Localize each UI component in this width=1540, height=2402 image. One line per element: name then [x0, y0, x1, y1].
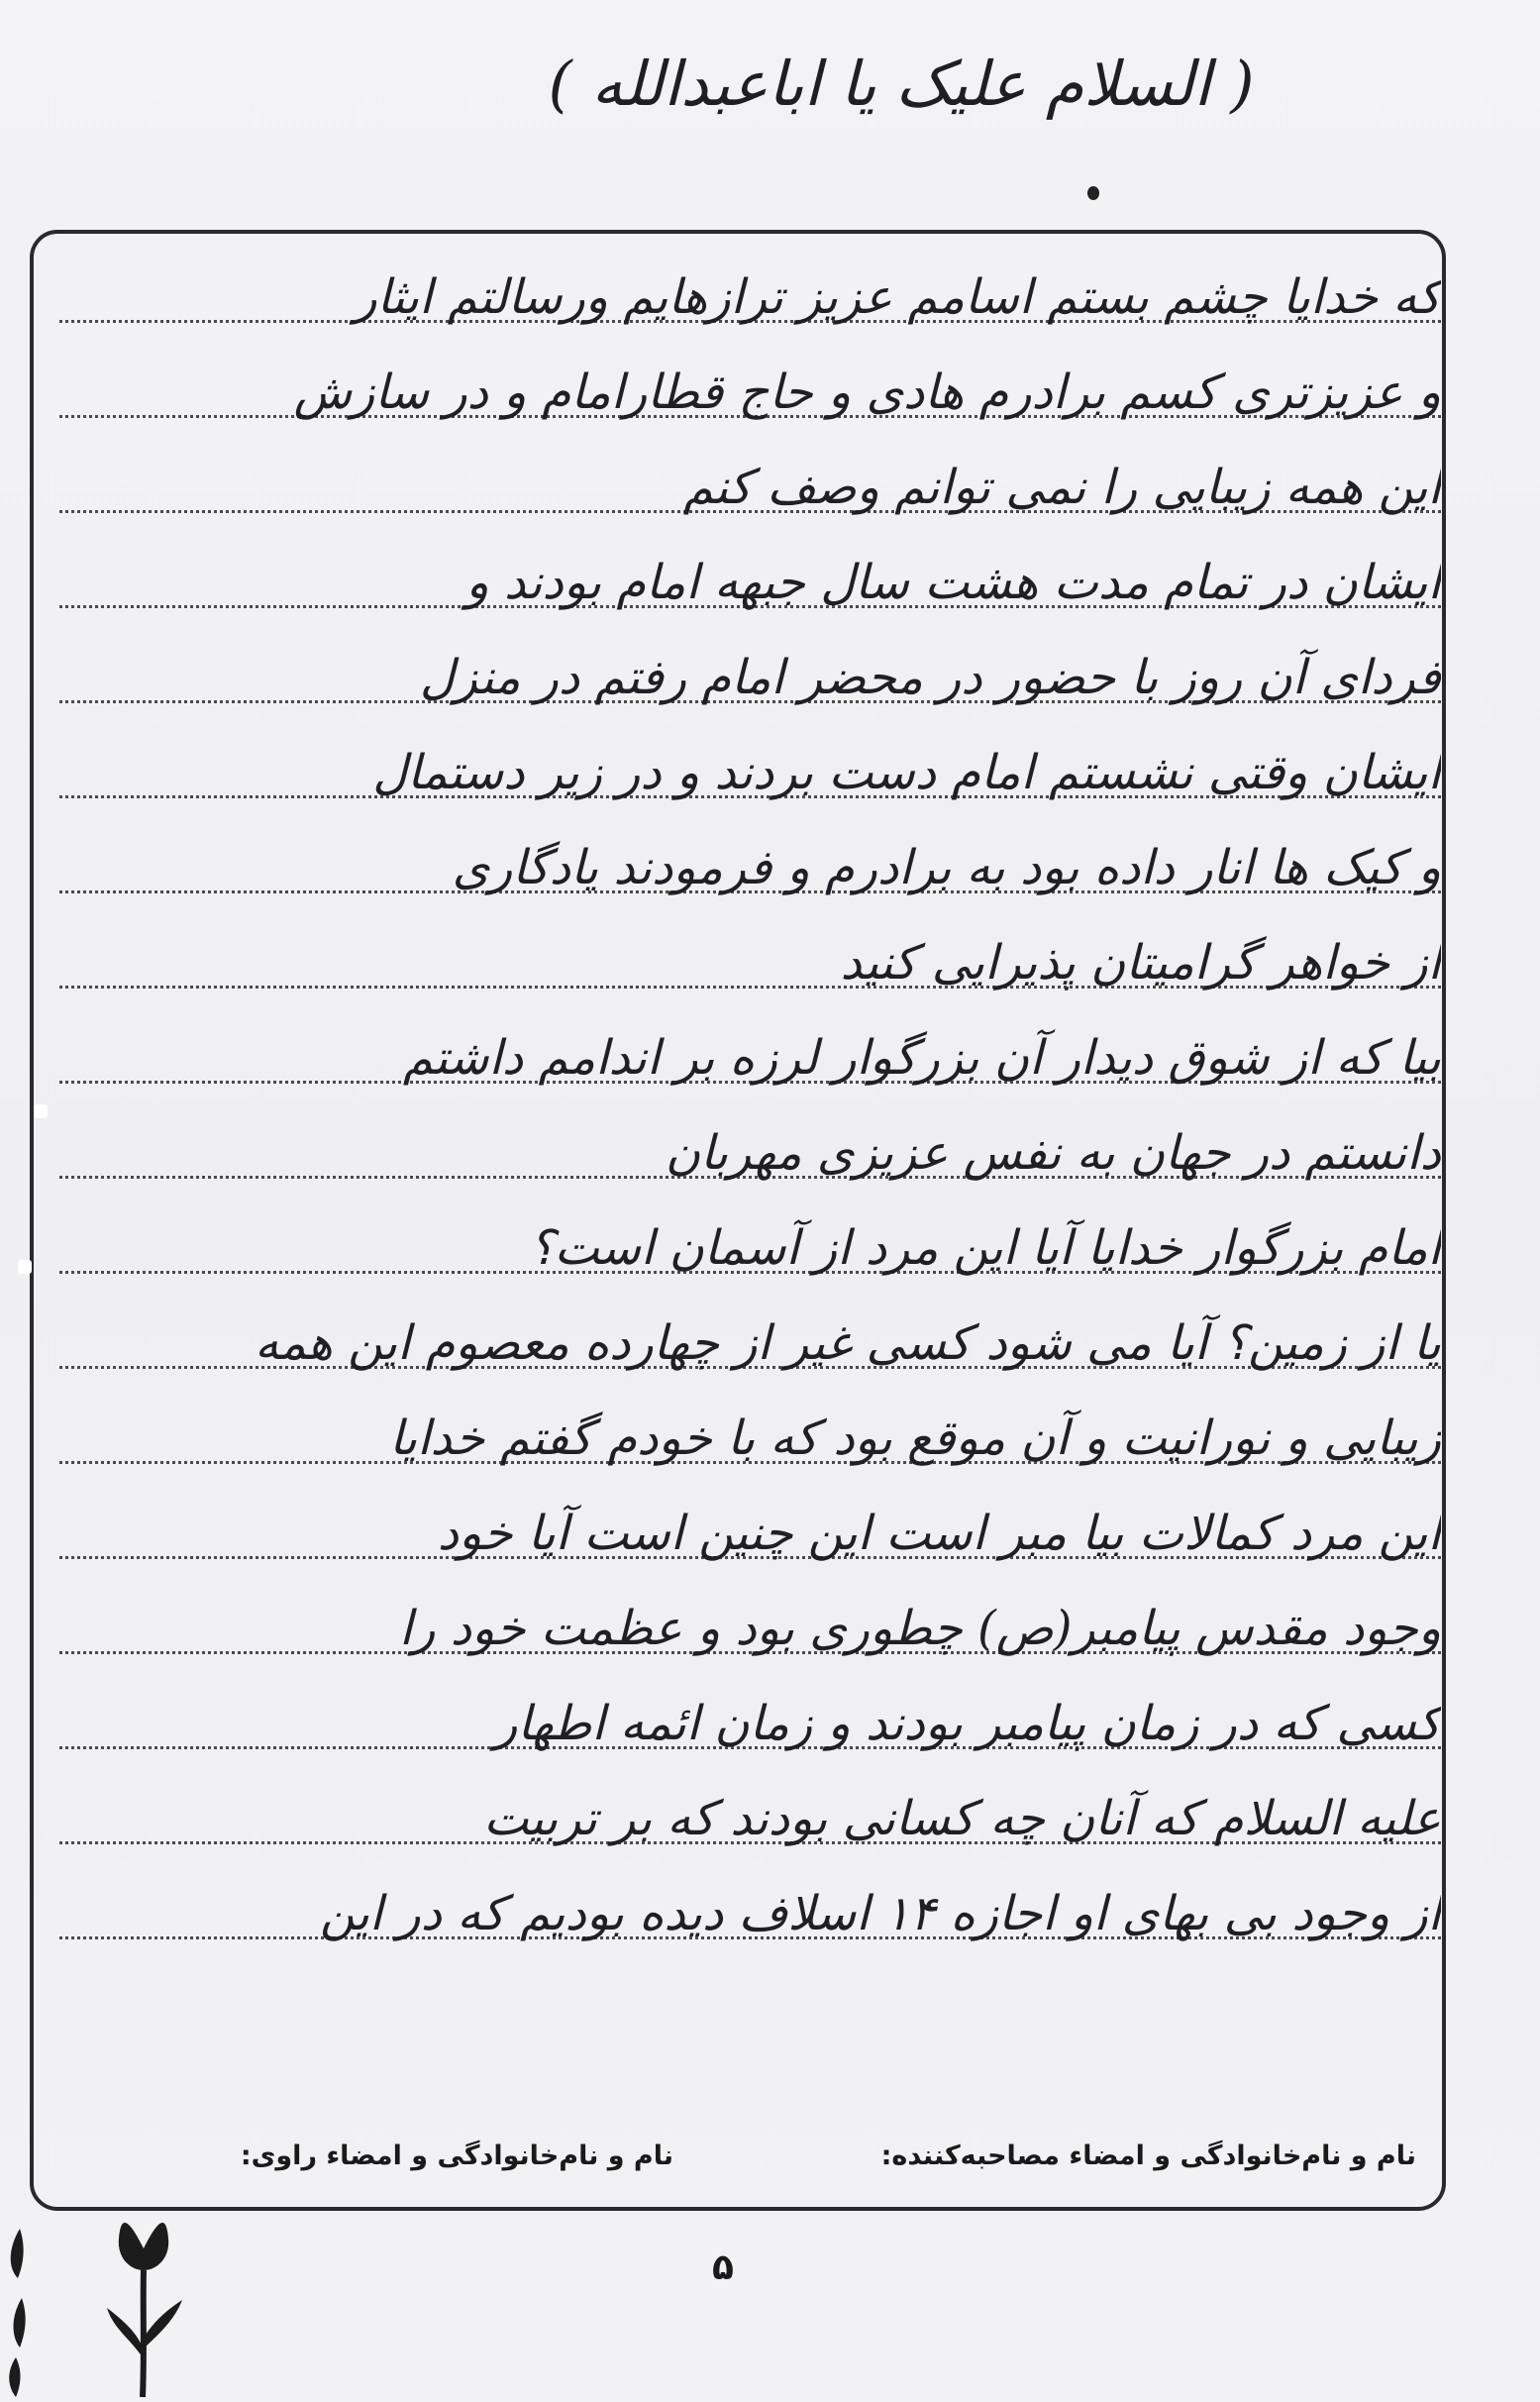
ink-dot	[1087, 186, 1099, 200]
paper-speck	[34, 1104, 48, 1118]
text-line	[59, 618, 1441, 713]
handwritten-text: دانستم در جهان به نفس عزیزی مهربان	[665, 1125, 1441, 1181]
text-line	[59, 1854, 1441, 1949]
handwritten-text: از خواهر گرامیتان پذیرایی کنید	[840, 935, 1441, 991]
handwritten-text: ایشان در تمام مدت هشت سال جبهه امام بودند و	[465, 555, 1441, 610]
text-line	[59, 998, 1441, 1094]
text-line	[59, 1189, 1441, 1284]
handwritten-text: این مرد کمالات بیا مبر است این چنین است آیا خود	[437, 1506, 1441, 1561]
handwritten-text: این همه زیبایی را نمی توانم وصف کنم	[682, 460, 1441, 515]
text-line	[59, 808, 1441, 903]
text-line	[59, 523, 1441, 618]
text-line	[59, 713, 1441, 808]
handwritten-text: از وجود بی بهای او اجازه ۱۴ اسلاف دیده بودیم که در این	[320, 1886, 1441, 1941]
text-line	[59, 1474, 1441, 1569]
leaf-sprig-icon	[0, 2209, 30, 2402]
text-line	[59, 238, 1441, 333]
text-line	[59, 1664, 1441, 1759]
handwritten-text: و عزیزتری کسم برادرم هادی و حاج قطارامام و در سازش	[293, 365, 1441, 420]
interviewer-signature-label: نام و نام‌خانوادگی و امضاء مصاحبه‌کننده:	[880, 2141, 1416, 2171]
paper-speck	[18, 1260, 32, 1274]
handwritten-text: و کیک ها انار داده بود به برادرم و فرمودند یادگاری	[452, 840, 1441, 895]
salutation-heading: ( السلام علیک یا اباعبدالله )	[548, 48, 1255, 120]
handwritten-text: یا از زمین؟ آیا می شود کسی غیر از چهارده معصوم این همه	[255, 1315, 1441, 1371]
text-line	[59, 903, 1441, 998]
handwritten-text: بیا که از شوق دیدار آن بزرگوار لرزه بر اندامم داشتم	[402, 1030, 1441, 1086]
handwritten-text: فردای آن روز با حضور در محضر امام رفتم در منزل	[419, 650, 1441, 705]
text-line	[59, 428, 1441, 523]
handwritten-text: که خدایا چشم بستم اسامم عزیز ترازهایم ورسالتم ایثار	[354, 269, 1441, 325]
narrator-signature-label: نام و نام‌خانوادگی و امضاء راوی:	[240, 2141, 673, 2171]
handwritten-text: کسی که در زمان پیامبر بودند و زمان ائمه اطهار	[494, 1696, 1441, 1751]
handwritten-text: وجود مقدس پیامبر(ص) چطوری بود و عظمت خود را	[398, 1601, 1441, 1656]
page-number: ۵	[712, 2247, 734, 2288]
handwritten-text: زیبایی و نورانیت و آن موقع بود که با خودم گفتم خدایا	[389, 1410, 1441, 1466]
text-line	[59, 1759, 1441, 1854]
text-line	[59, 1569, 1441, 1664]
handwritten-text: ایشان وقتی نشستم امام دست بردند و در زیر دستمال	[372, 745, 1441, 800]
text-line	[59, 1094, 1441, 1189]
text-line	[59, 1379, 1441, 1474]
tulip-doodle-icon	[99, 2209, 188, 2402]
text-line	[59, 333, 1441, 428]
handwritten-text: علیه السلام که آنان چه کسانی بودند که بر تربیت	[483, 1791, 1441, 1846]
handwritten-text: امام بزرگوار خدایا آیا این مرد از آسمان است؟	[529, 1220, 1441, 1276]
text-line	[59, 1284, 1441, 1379]
